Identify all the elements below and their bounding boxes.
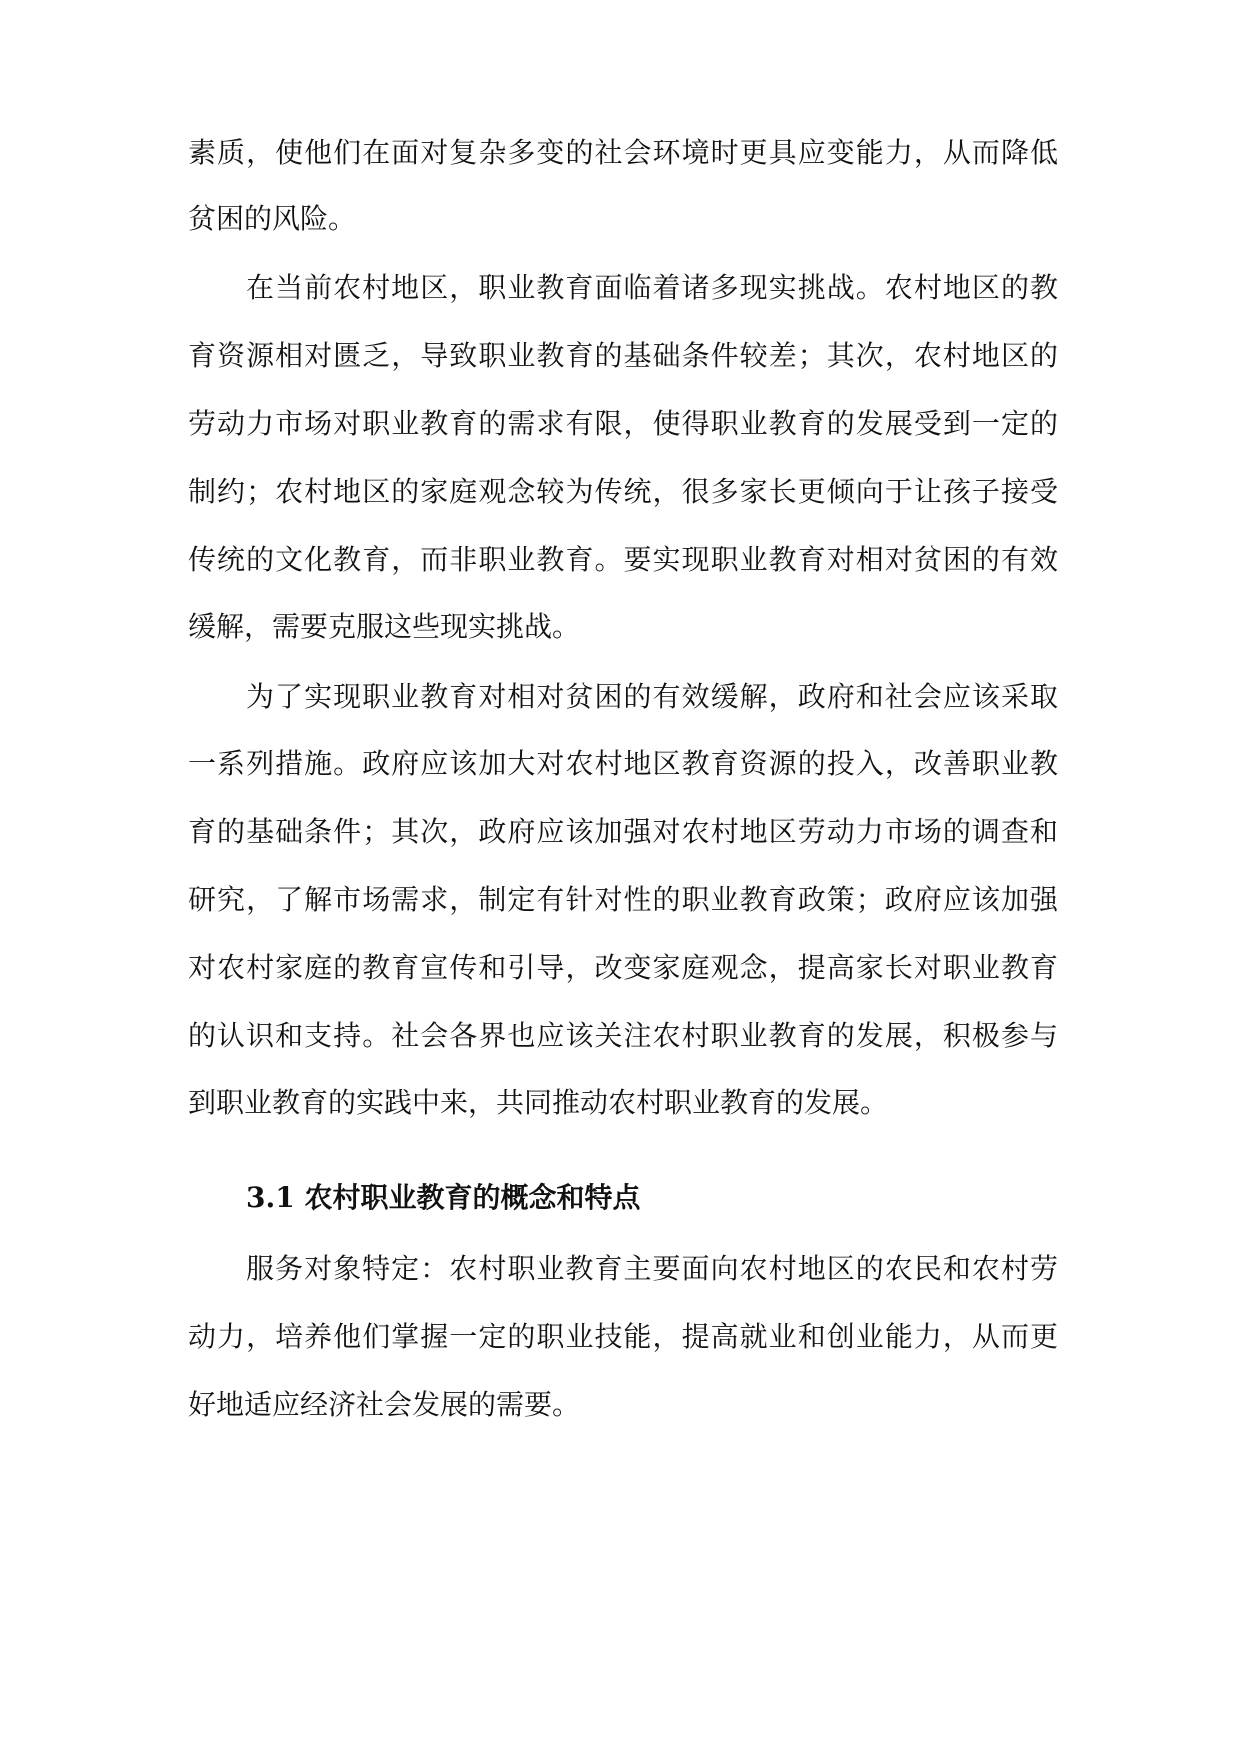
paragraph-line: 贫困的风险。 [188,202,357,235]
paragraph-line: 的认识和支持。社会各界也应该关注农村职业教育的发展，积极参与 [188,1019,1058,1052]
paragraph-line: 研究，了解市场需求，制定有针对性的职业教育政策；政府应该加强 [188,883,1058,916]
paragraph-line: 传统的文化教育，而非职业教育。要实现职业教育对相对贫困的有效 [188,543,1058,576]
paragraph-line: 在当前农村地区，职业教育面临着诸多现实挑战。农村地区的教 [246,271,1058,304]
paragraph-line: 一系列措施。政府应该加大对农村地区教育资源的投入，改善职业教 [188,747,1058,780]
paragraph-line: 劳动力市场对职业教育的需求有限，使得职业教育的发展受到一定的 [188,407,1058,440]
paragraph-line: 缓解，需要克服这些现实挑战。 [188,610,581,643]
paragraph-line: 好地适应经济社会发展的需要。 [188,1388,581,1421]
paragraph-line: 为了实现职业教育对相对贫困的有效缓解，政府和社会应该采取 [246,680,1058,713]
paragraph-line: 服务对象特定：农村职业教育主要面向农村地区的农民和农村劳 [246,1252,1058,1285]
paragraph-line: 素质，使他们在面对复杂多变的社会环境时更具应变能力，从而降低 [188,136,1058,169]
paragraph-line: 到职业教育的实践中来，共同推动农村职业教育的发展。 [188,1086,889,1119]
section-heading: 3.1 农村职业教育的概念和特点 [246,1181,641,1214]
paragraph-line: 育资源相对匮乏，导致职业教育的基础条件较差；其次，农村地区的 [188,339,1058,372]
paragraph-line: 对农村家庭的教育宣传和引导，改变家庭观念，提高家长对职业教育 [188,951,1058,984]
paragraph-line: 育的基础条件；其次，政府应该加强对农村地区劳动力市场的调查和 [188,815,1058,848]
paragraph-line: 动力，培养他们掌握一定的职业技能，提高就业和创业能力，从而更 [188,1320,1058,1353]
paragraph-line: 制约；农村地区的家庭观念较为传统，很多家长更倾向于让孩子接受 [188,475,1058,508]
